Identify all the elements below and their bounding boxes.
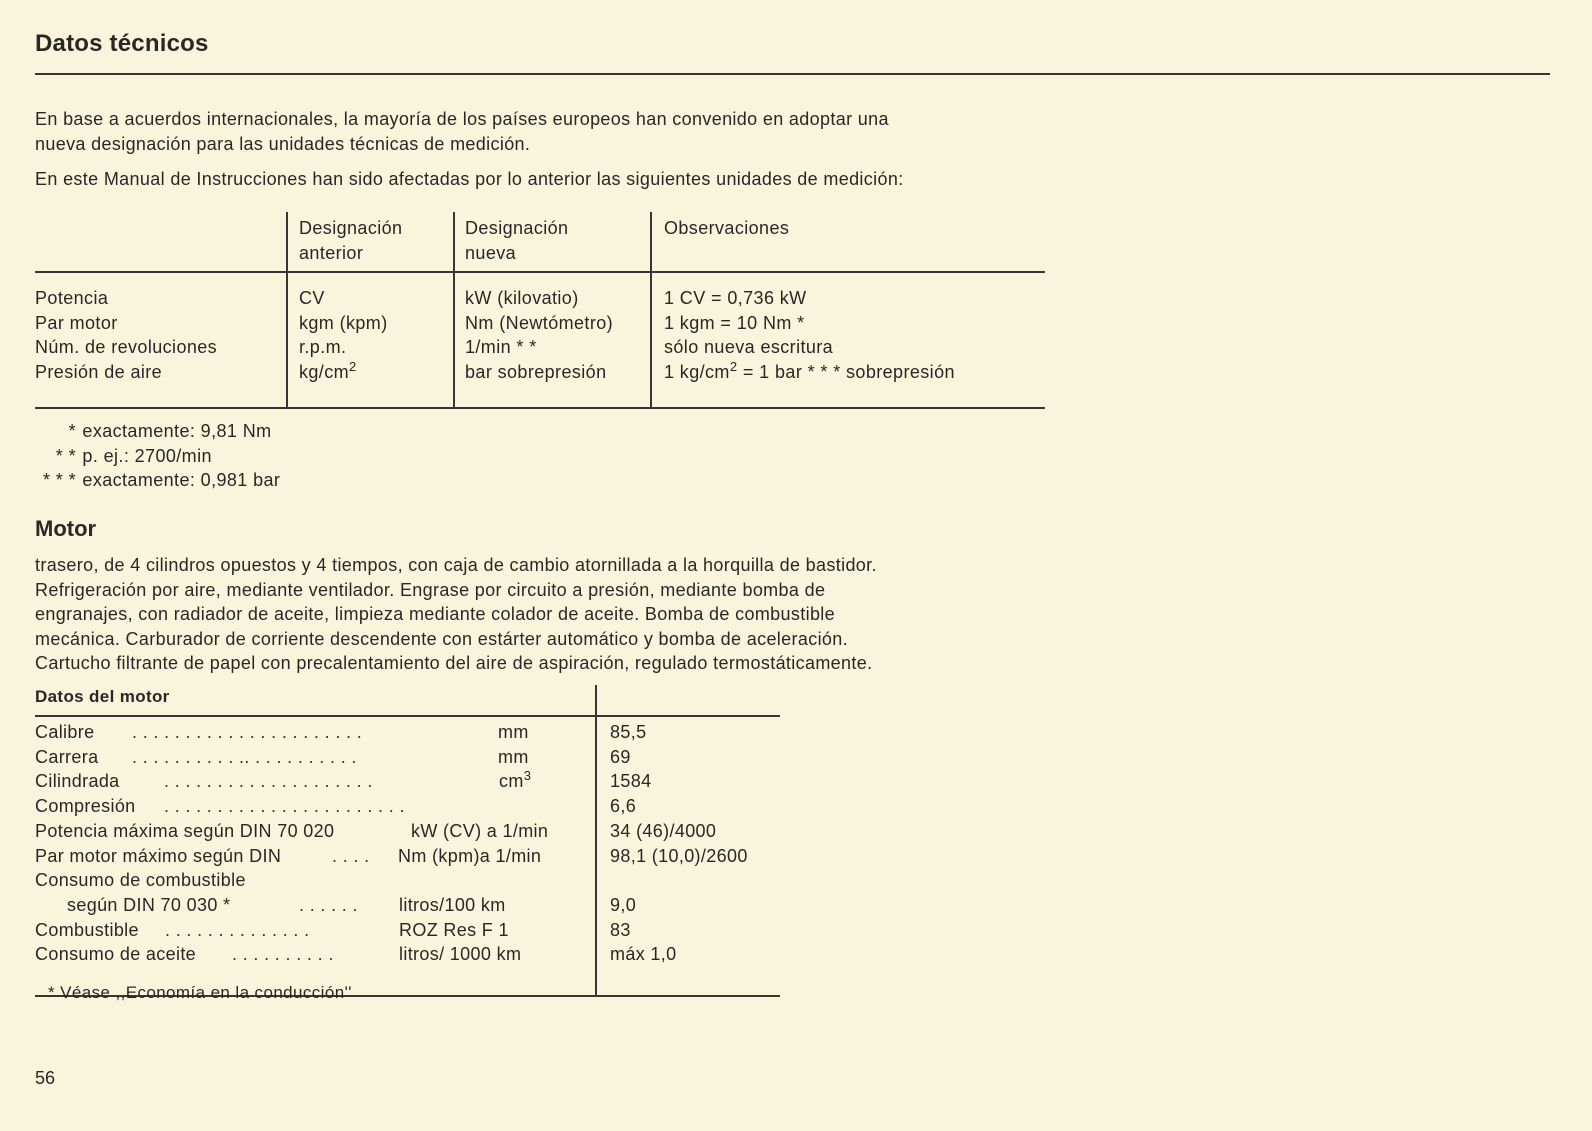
page-number: 56	[35, 1068, 56, 1088]
engine-row: Compresión . . . . . . . . . . . . . . . . . . . . . . . 6,6	[35, 796, 637, 817]
cell-observacion: 1 CV = 0,736 kW	[664, 288, 807, 308]
column-anterior	[299, 286, 388, 384]
cell-observacion: sólo nueva escritura	[664, 337, 834, 357]
intro-line-3: En este Manual de Instrucciones han sido afectadas por lo anterior las siguientes unidades de medición:	[35, 169, 904, 189]
cell-anterior: r.p.m.	[299, 337, 347, 357]
header-anterior: Designación anterior	[299, 218, 403, 263]
cell-magnitud: Par motor	[35, 312, 118, 333]
engine-row: Consumo de aceite . . . . . . . . . . litros/ 1000 km máx 1,0	[35, 944, 677, 965]
engine-row: Potencia máxima según DIN 70 020 kW (CV) a 1/min 34 (46)/4000	[35, 820, 717, 841]
units-header-rule	[35, 271, 1045, 273]
units-divider-2	[453, 212, 455, 408]
cell-magnitud: Potencia	[35, 288, 109, 308]
cell-nueva: kW (kilovatio)	[465, 288, 579, 308]
header-observaciones: Observaciones	[664, 218, 790, 238]
engine-footnote: * Véase ,,Economía en la conducción''	[48, 983, 352, 1002]
engine-row: Par motor máximo según DIN . . . . Nm (kpm)a 1/min 98,1 (10,0)/2600	[35, 845, 748, 866]
column-observaciones	[664, 286, 955, 384]
cell-nueva: 1/min * *	[465, 337, 537, 357]
page-title: Datos técnicos	[35, 30, 209, 57]
column-magnitud	[35, 286, 217, 384]
intro-line-2: nueva designación para las unidades técnicas de medición.	[35, 133, 531, 154]
engine-data-table	[35, 685, 780, 998]
units-divider-1	[286, 212, 288, 408]
column-nueva	[465, 286, 613, 384]
note-3: * * * exactamente: 0,981 bar	[42, 470, 281, 490]
intro-line-1: En base a acuerdos internacionales, la mayoría de los países europeos han convenido en adoptar una	[35, 109, 889, 129]
cell-magnitud: Presión de aire	[35, 361, 163, 382]
engine-row: Calibre . . . . . . . . . . . . . . . . . . . . . . mm 85,5	[35, 722, 647, 742]
units-notes	[35, 419, 280, 493]
cell-nueva: Nm (Newtómetro)	[465, 312, 614, 333]
note-1: * exactamente: 9,81 Nm	[68, 421, 272, 441]
cell-observacion: 1 $kg/cm^2 = 1$ bar * * * sobrepresión	[664, 358, 955, 382]
cell-observacion: 1 kgm = 10 Nm *	[664, 312, 805, 333]
units-divider-3	[650, 212, 652, 408]
cell-magnitud: Núm. de revoluciones	[35, 337, 218, 357]
engine-header-rule	[35, 715, 780, 717]
cell-anterior: $kg/cm^2$	[299, 358, 357, 382]
note-2: * * p. ej.: 2700/min	[55, 445, 212, 466]
units-table	[35, 212, 1045, 409]
units-bottom-rule	[35, 407, 1045, 409]
cell-anterior: CV	[299, 288, 325, 308]
motor-description: trasero, de 4 cilindros opuestos y 4 tiempos, con caja de cambio atornillada a la horquilla de bastidor. Refrigeración por aire, mediante ventilador. Engrase por circuito a presión, mediante bomba de engranajes, con radiador de aceite, limpieza mediante colador de aceite. Bomba de combustible mecánica. Carburador de corriente descendente con estárter automático y bomba de aceleración. Cartucho filtrante de papel con precalentamiento del aire de aspiración, regulado termostáticamente.	[35, 555, 877, 673]
title-rule	[35, 73, 1550, 75]
intro-paragraph	[35, 107, 889, 156]
engine-row: Combustible . . . . . . . . . . . . . . ROZ Res F 1 83	[35, 919, 631, 940]
cell-nueva: bar sobrepresión	[465, 361, 607, 382]
cell-anterior: kgm (kpm)	[299, 312, 388, 333]
header-nueva: Designación nueva	[465, 218, 569, 263]
engine-row: Cilindrada . . . . . . . . . . . . . . . . . . . . $cm^3$ 1584	[35, 768, 652, 792]
engine-row: según DIN 70 030 * . . . . . . litros/100 km 9,0	[67, 894, 637, 915]
motor-heading: Motor	[35, 516, 97, 541]
engine-row: Consumo de combustible	[35, 870, 246, 891]
engine-row: Carrera . . . . . . . . . . .. . . . . . . . . . . mm 69	[35, 746, 631, 767]
engine-table-title: Datos del motor	[35, 687, 170, 706]
